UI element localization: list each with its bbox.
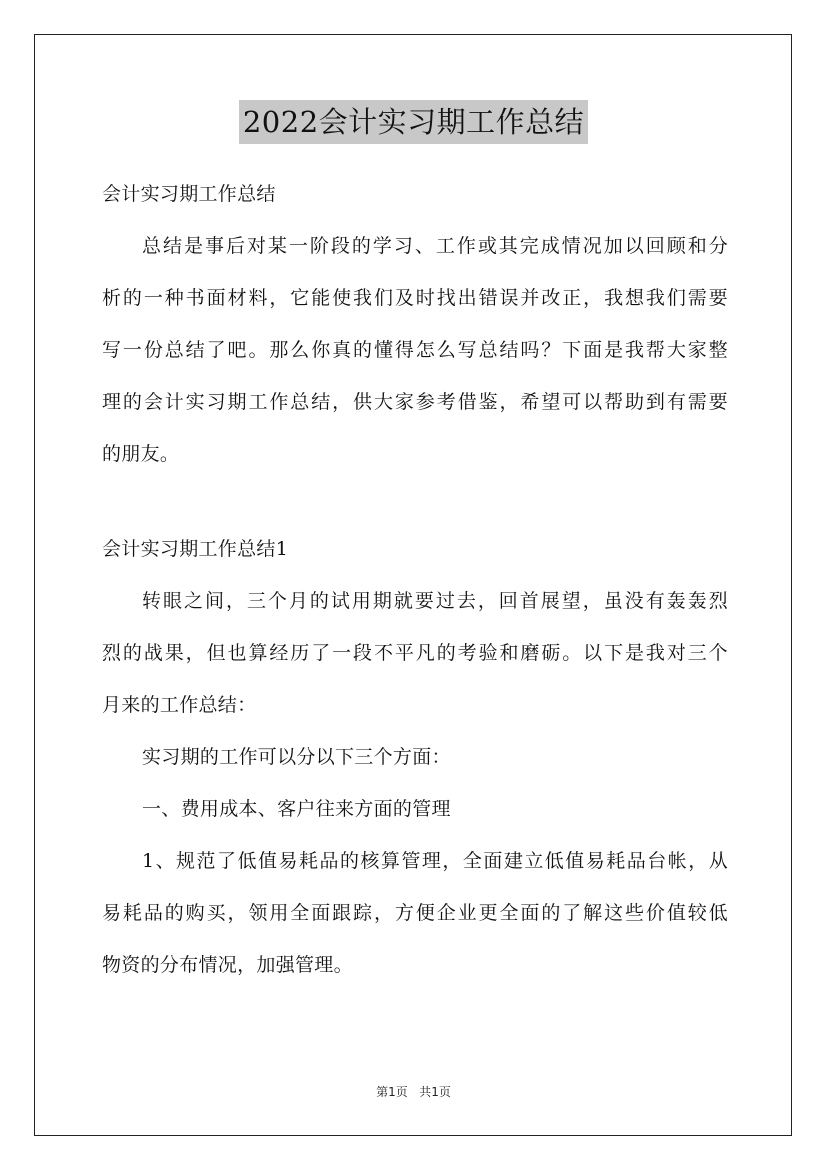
document-title: 2022会计实习期工作总结	[239, 100, 588, 144]
intro-line-2: 析的一种书面材料，它能使我们及时找出错误并改正，我想我们需要	[102, 287, 728, 309]
aspects-line: 实习期的工作可以分以下三个方面：	[142, 746, 451, 768]
subtitle: 会计实习期工作总结	[102, 183, 276, 205]
intro-line-1: 总结是事后对某一阶段的学习、工作或其完成情况加以回顾和分	[142, 235, 728, 257]
intro-line-4: 理的会计实习期工作总结，供大家参考借鉴，希望可以帮助到有需要	[102, 391, 728, 413]
intro-line-3: 写一份总结了吧。那么你真的懂得怎么写总结吗？下面是我帮大家整	[102, 339, 728, 361]
title-container	[0, 100, 827, 144]
intro-line-5: 的朋友。	[102, 443, 180, 465]
section-gap	[102, 482, 728, 525]
item-1-line-1: 1、规范了低值易耗品的核算管理，全面建立低值易耗品台帐，从	[142, 850, 728, 872]
page-footer: 第1页 共1页	[376, 1085, 451, 1099]
section-1-line-1: 转眼之间，三个月的试用期就要过去，回首展望，虽没有轰轰烈	[142, 590, 728, 612]
section-1-line-3: 月来的工作总结：	[102, 694, 257, 716]
section-1-heading: 会计实习期工作总结1	[102, 538, 289, 560]
document-body	[102, 170, 728, 993]
item-1-line-3: 物资的分布情况，加强管理。	[102, 954, 353, 976]
item-1-line-2: 易耗品的购买，领用全面跟踪，方便企业更全面的了解这些价值较低	[102, 902, 728, 924]
item-heading: 一、费用成本、客户往来方面的管理	[142, 798, 451, 820]
section-1-line-2: 烈的战果，但也算经历了一段不平凡的考验和磨砺。以下是我对三个	[102, 642, 728, 664]
